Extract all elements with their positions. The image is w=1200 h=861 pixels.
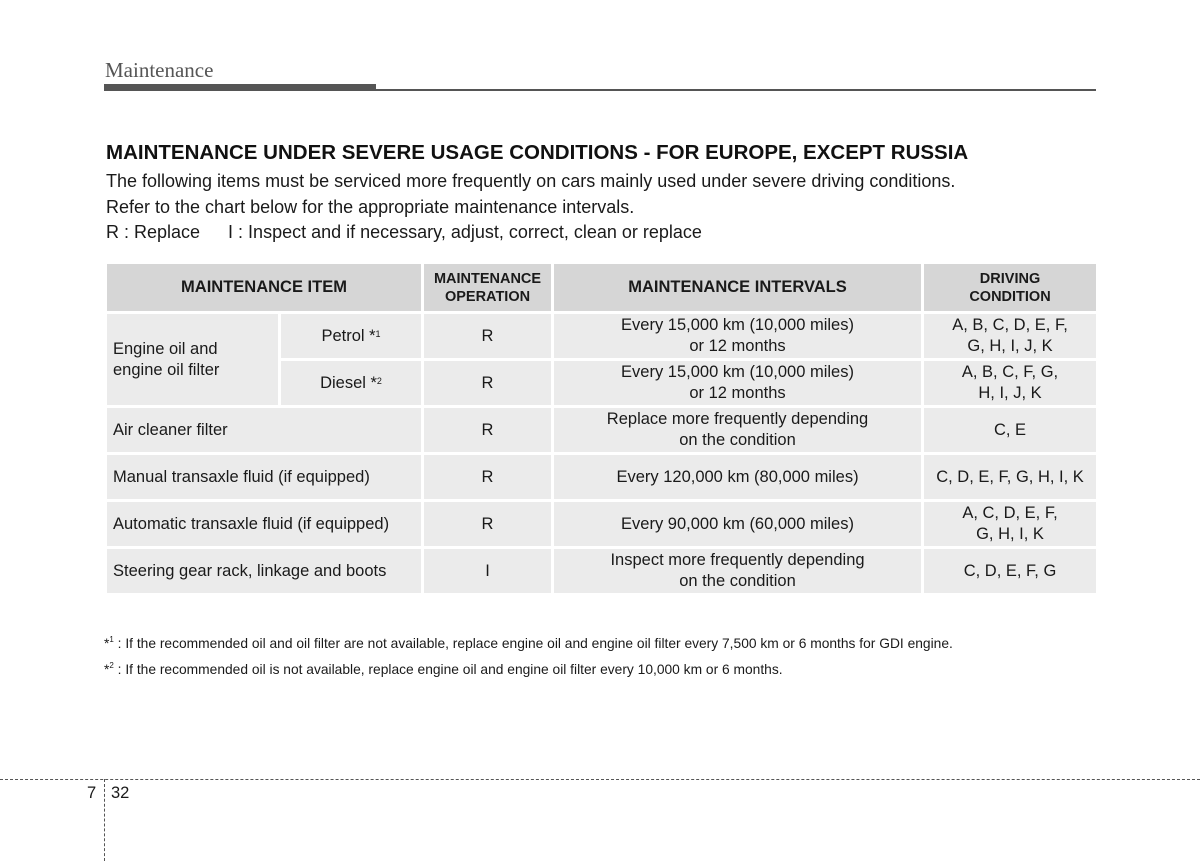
- operation-cell: R: [423, 407, 553, 454]
- item-engine-oil: Engine oil and engine oil filter: [106, 313, 280, 407]
- condition-cell: C, D, E, F, G, H, I, K: [923, 454, 1098, 501]
- maintenance-table: [104, 261, 1099, 596]
- variant-petrol: Petrol *$^1$: [280, 313, 423, 360]
- interval-cell: Inspect more frequently depending on the condition: [553, 548, 923, 595]
- table-header-row: [106, 263, 1098, 313]
- header-maintenance-intervals: MAINTENANCE INTERVALS: [553, 263, 923, 313]
- chapter-number: 7: [87, 784, 97, 802]
- legend-line: [106, 222, 702, 243]
- footnote-2: *$^2$ : If the recommended oil is not available, replace engine oil and engine oil filter every 10,000 km or 6 months.: [104, 661, 783, 677]
- condition-cell: A, B, C, D, E, F, G, H, I, J, K: [923, 313, 1098, 360]
- item-cell: Automatic transaxle fluid (if equipped): [106, 501, 423, 548]
- operation-cell: R: [423, 454, 553, 501]
- table-row: [106, 313, 1098, 360]
- interval-cell: Every 15,000 km (10,000 miles) or 12 months: [553, 360, 923, 407]
- operation-cell: R: [423, 501, 553, 548]
- page-title: MAINTENANCE UNDER SEVERE USAGE CONDITIONS - FOR EUROPE, EXCEPT RUSSIA: [106, 141, 969, 164]
- item-cell: Steering gear rack, linkage and boots: [106, 548, 423, 595]
- intro-line-1: The following items must be serviced more frequently on cars mainly used under severe driving conditions.: [106, 171, 956, 191]
- interval-cell: Every 15,000 km (10,000 miles) or 12 months: [553, 313, 923, 360]
- condition-cell: A, C, D, E, F, G, H, I, K: [923, 501, 1098, 548]
- intro-line-2: Refer to the chart below for the appropriate maintenance intervals.: [106, 197, 635, 217]
- section-header: Maintenance: [105, 58, 214, 82]
- interval-cell: Replace more frequently depending on the condition: [553, 407, 923, 454]
- variant-diesel: Diesel *$^2$: [280, 360, 423, 407]
- operation-cell: R: [423, 360, 553, 407]
- header-maintenance-operation: MAINTENANCE OPERATION: [423, 263, 553, 313]
- table-row: [106, 454, 1098, 501]
- table-row: [106, 407, 1098, 454]
- header-maintenance-item: MAINTENANCE ITEM: [106, 263, 423, 313]
- legend-inspect: I : Inspect and if necessary, adjust, correct, clean or replace: [228, 222, 702, 242]
- condition-cell: A, B, C, F, G, H, I, J, K: [923, 360, 1098, 407]
- header-rule: [104, 89, 1096, 91]
- page-number: 32: [111, 784, 130, 802]
- table-row: [106, 548, 1098, 595]
- table-row: [106, 501, 1098, 548]
- operation-cell: R: [423, 313, 553, 360]
- operation-cell: I: [423, 548, 553, 595]
- footnote-1: *$^1$ : If the recommended oil and oil filter are not available, replace engine oil and engine oil filter every 7,500 km or 6 months for GDI engine.: [104, 635, 953, 651]
- interval-cell: Every 90,000 km (60,000 miles): [553, 501, 923, 548]
- interval-cell: Every 120,000 km (80,000 miles): [553, 454, 923, 501]
- item-cell: Manual transaxle fluid (if equipped): [106, 454, 423, 501]
- condition-cell: C, D, E, F, G: [923, 548, 1098, 595]
- item-cell: Air cleaner filter: [106, 407, 423, 454]
- condition-cell: C, E: [923, 407, 1098, 454]
- footer-divider: [104, 779, 105, 861]
- footer-rule: [0, 779, 1200, 780]
- header-driving-condition: DRIVING CONDITION: [923, 263, 1098, 313]
- legend-replace: R : Replace: [106, 222, 201, 242]
